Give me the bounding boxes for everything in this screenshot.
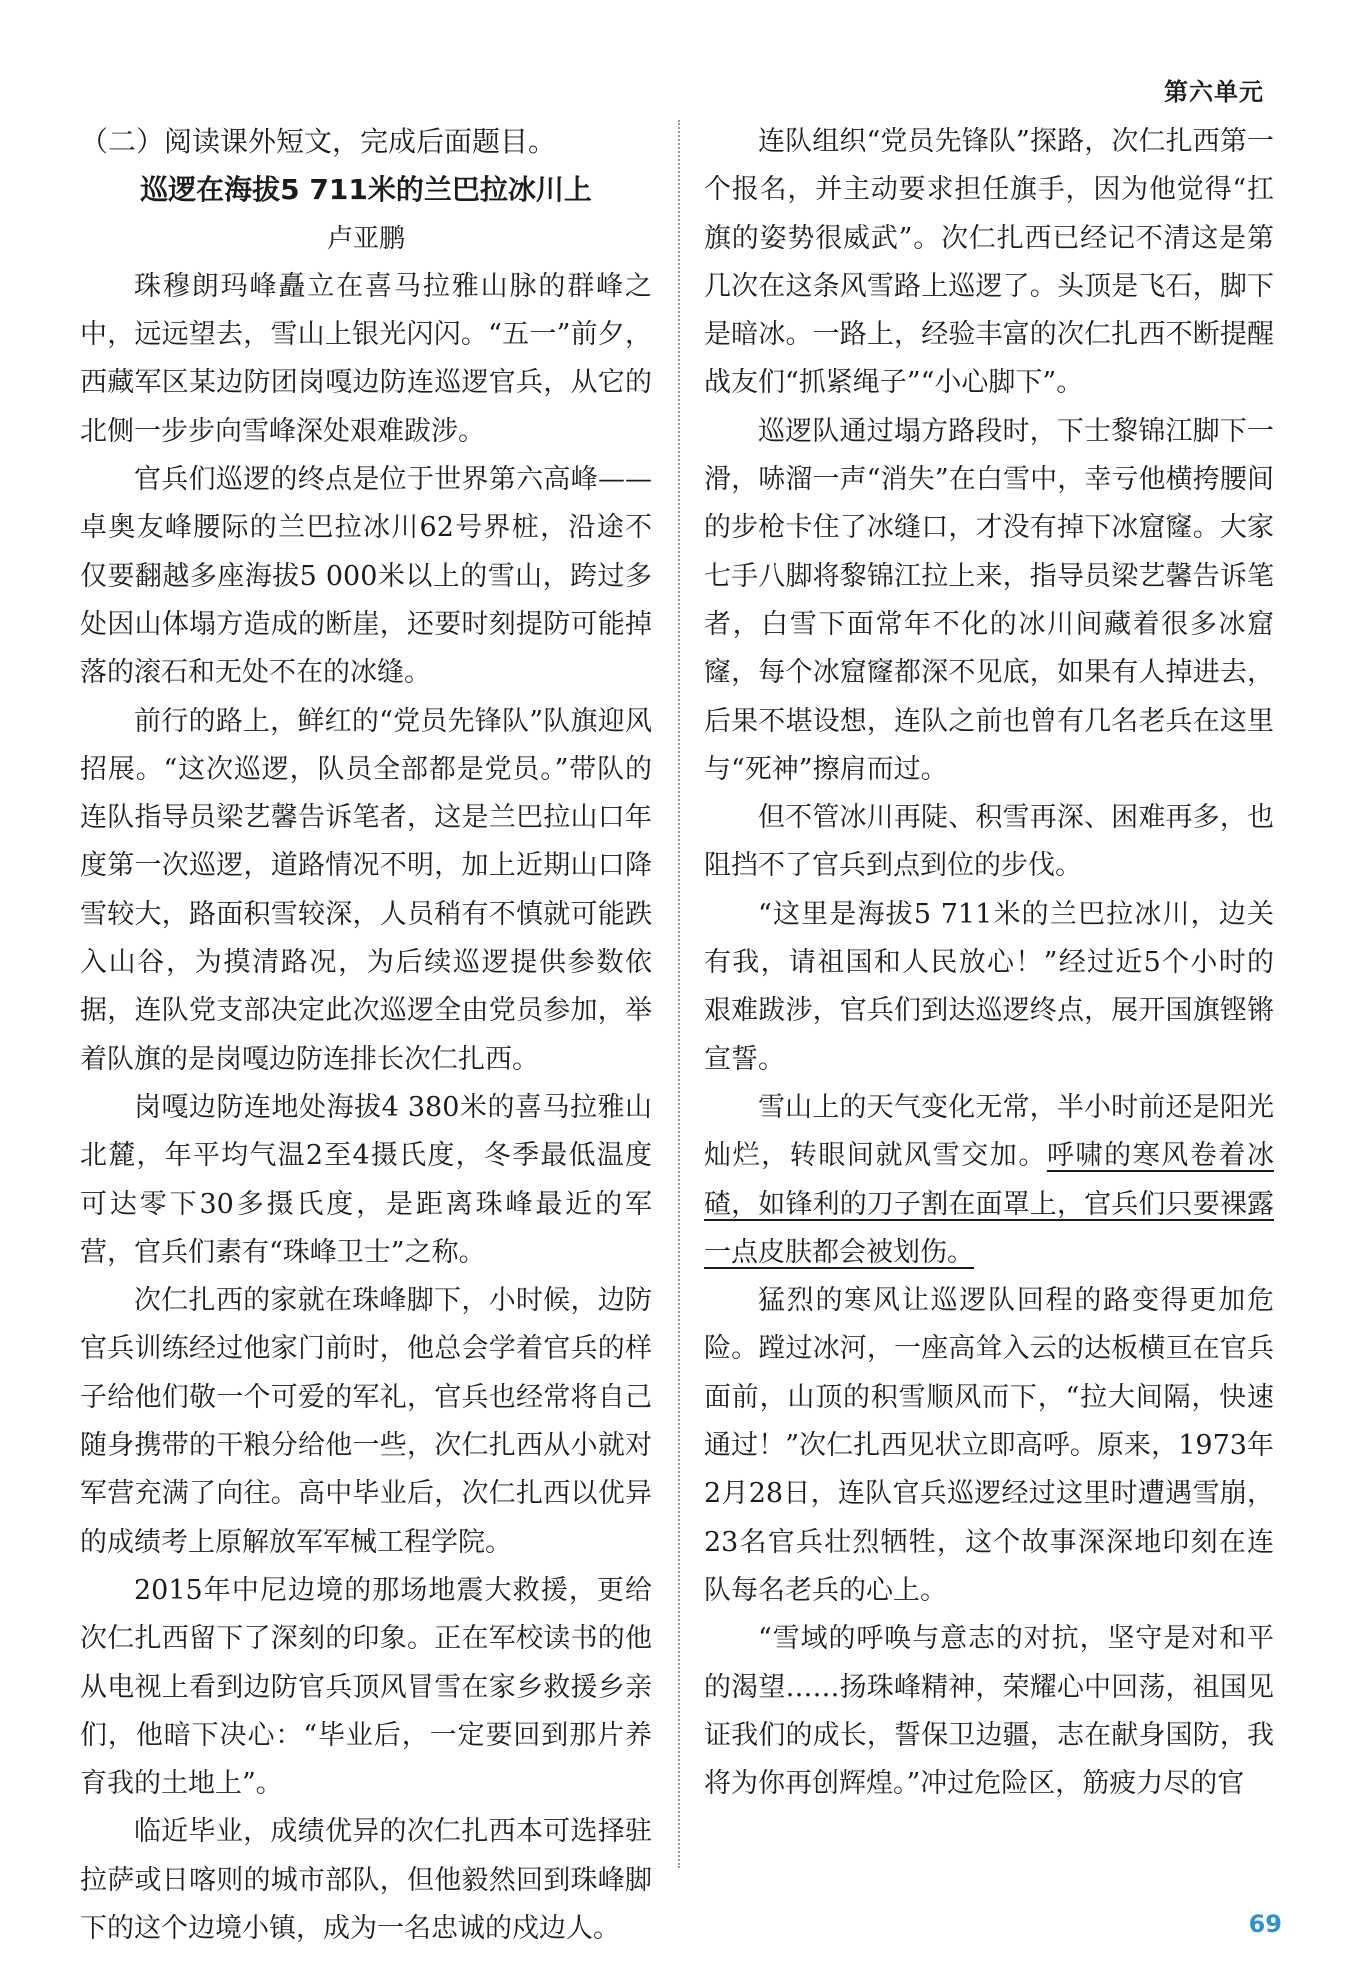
left-column — [80, 118, 652, 1953]
page-number: 69 — [1248, 1910, 1282, 1938]
article-paragraph-13: “雪域的呼唤与意志的对抗，坚守是对和平的渴望……扬珠峰精神，荣耀心中回荡，祖国见证我们的成长，誓保卫边疆，志在献身国防，我将为你再创辉煌。”冲过危险区，筋疲力尽的官 — [704, 1623, 1274, 1800]
article-paragraph-6: 2015年中尼边境的那场地震大救援，更给次仁扎西留下了深刻的印象。正在军校读书的他从电视上看到边防官兵顶风冒雪在家乡救援乡亲们，他暗下决心：“毕业后，一定要回到那片养育我的土地上”。 — [80, 1574, 652, 1800]
article-title: 巡逻在海拔5 711米的兰巴拉冰川上 — [140, 173, 592, 207]
article-paragraph-11: “这里是海拔5 711米的兰巴拉冰川，边关有我，请祖国和人民放心！”经过近5个小时的艰难跋涉，官兵们到达巡逻终点，展开国旗铿锵宣誓。 — [704, 898, 1274, 1075]
article-paragraph-2: 官兵们巡逻的终点是位于世界第六高峰——卓奥友峰腰际的兰巴拉冰川62号界桩，沿途不仅要翻越多座海拔5 000米以上的雪山，跨过多处因山体塌方造成的断崖，还要时刻提防可能掉落的滚石和无处不在的冰缝。 — [80, 464, 652, 689]
article-paragraph-5: 次仁扎西的家就在珠峰脚下，小时候，边防官兵训练经过他家门前时，他总会学着官兵的样子给他们敬一个可爱的军礼，官兵也经常将自己随身携带的干粮分给他一些，次仁扎西从小就对军营充满了向往。高中毕业后，次仁扎西以优异的成绩考上原解放军军械工程学院。 — [80, 1285, 652, 1558]
article-paragraph-1: 珠穆朗玛峰矗立在喜马拉雅山脉的群峰之中，远远望去，雪山上银光闪闪。“五一”前夕，西藏军区某边防团岗嘎边防连巡逻官兵，从它的北侧一步步向雪峰深处艰难跋涉。 — [80, 270, 652, 447]
article-paragraph-weather — [704, 1084, 1274, 1277]
article-paragraph-10: 但不管冰川再陡、积雪再深、困难再多，也阻挡不了官兵到点到位的步伐。 — [704, 802, 1274, 882]
underlined-sentence: 呼啸的寒风卷着冰碴，如锋利的刀子割在面罩上，官兵们只要裸露一点皮肤都会被划伤。 — [704, 1140, 1275, 1268]
section-heading: （二）阅读课外短文，完成后面题目。 — [80, 125, 557, 158]
right-column — [704, 118, 1274, 1808]
article-paragraph-12: 猛烈的寒风让巡逻队回程的路变得更加危险。蹚过冰河，一座高耸入云的达板横亘在官兵面前，山顶的积雪顺风而下，“拉大间隔，快速通过！”次仁扎西见状立即高呼。原来，1973年2月28日，连队官兵巡逻经过这里时遭遇雪崩，23名官兵壮烈牺牲，这个故事深深地印刻在连队每名老兵的心上。 — [704, 1285, 1274, 1606]
unit-label: 第六单元 — [1164, 78, 1264, 106]
article-paragraph-8: 连队组织“党员先锋队”探路，次仁扎西第一个报名，并主动要求担任旗手，因为他觉得“扛旗的姿势很威武”。次仁扎西已经记不清这是第几次在这条风雪路上巡逻了。头顶是飞石，脚下是暗冰。一路上，经验丰富的次仁扎西不断提醒战友们“抓紧绳子”“小心脚下”。 — [704, 126, 1274, 399]
article-paragraph-7: 临近毕业，成绩优异的次仁扎西本可选择驻拉萨或日喀则的城市部队，但他毅然回到珠峰脚下的这个边境小镇，成为一名忠诚的戍边人。 — [80, 1816, 652, 1944]
column-divider — [678, 120, 680, 1868]
article-paragraph-4: 岗嘎边防连地处海拔4 380米的喜马拉雅山北麓，年平均气温2至4摄氏度，冬季最低温度可达零下30多摄氏度，是距离珠峰最近的军营，官兵们素有“珠峰卫士”之称。 — [80, 1091, 652, 1268]
article-paragraph-3: 前行的路上，鲜红的“党员先锋队”队旗迎风招展。“这次巡逻，队员全部都是党员。”带队的连队指导员梁艺馨告诉笔者，这是兰巴拉山口年度第一次巡逻，道路情况不明，加上近期山口降雪较大，路面积雪较深，人员稍有不慎就可能跌入山谷，为摸清路况，为后续巡逻提供参数依据，连队党支部决定此次巡逻全由党员参加，举着队旗的是岗嘎边防连排长次仁扎西。 — [80, 705, 652, 1075]
article-paragraph-9: 巡逻队通过塌方路段时，下士黎锦江脚下一滑，哧溜一声“消失”在白雪中，幸亏他横挎腰间的步枪卡住了冰缝口，才没有掉下冰窟窿。大家七手八脚将黎锦江拉上来，指导员梁艺馨告诉笔者，白雪下面常年不化的冰川间藏着很多冰窟窿，每个冰窟窿都深不见底，如果有人掉进去，后果不堪设想，连队之前也曾有几名老兵在这里与“死神”擦肩而过。 — [704, 415, 1274, 785]
article-author: 卢亚鹏 — [326, 223, 405, 254]
weather-text: 雪山上的天气变化无常，半小时前还是阳光灿烂，转眼间就风雪交加。 — [704, 1091, 1274, 1172]
